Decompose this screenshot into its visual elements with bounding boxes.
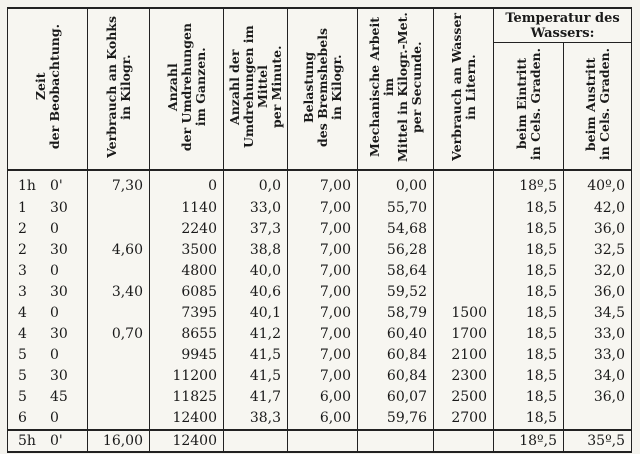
cell-austritt: 32,5: [564, 239, 632, 260]
cell-belastung: 7,00: [288, 302, 358, 323]
cell-austritt: 40º,0: [564, 170, 632, 197]
cell-kohks: [88, 387, 150, 408]
cell-austritt: 34,5: [564, 302, 632, 323]
cell-umdrehungen-minute: 41,5: [224, 366, 288, 387]
table-row: [8, 218, 632, 239]
cell-wasser: [434, 170, 494, 197]
cell-eintritt: 18,5: [494, 302, 564, 323]
cell-belastung: 7,00: [288, 281, 358, 302]
data-table: [7, 7, 632, 453]
cell-austritt: 34,0: [564, 366, 632, 387]
cell-arbeit: 59,52: [358, 281, 434, 302]
cell-austritt: 33,0: [564, 345, 632, 366]
cell-umdrehungen-minute: 41,7: [224, 387, 288, 408]
cell-umdrehungen-ganzen: 3500: [150, 239, 224, 260]
cell-umdrehungen-minute: 40,6: [224, 281, 288, 302]
total-empty-wasser: [434, 430, 494, 452]
cell-belastung: 6,00: [288, 408, 358, 430]
total-ganzen: 12400: [150, 430, 224, 452]
cell-arbeit: 60,40: [358, 323, 434, 344]
cell-zeit: 5 45: [8, 387, 88, 408]
table-row: [8, 239, 632, 260]
cell-arbeit: 54,68: [358, 218, 434, 239]
cell-eintritt: 18,5: [494, 281, 564, 302]
header-umdrehungen-ganzen: Anzahl der Umdrehungen im Ganzen.: [150, 8, 224, 170]
cell-eintritt: 18,5: [494, 260, 564, 281]
cell-wasser: [434, 218, 494, 239]
cell-kohks: [88, 408, 150, 430]
total-kohks: 16,00: [88, 430, 150, 452]
cell-wasser: [434, 239, 494, 260]
cell-belastung: 6,00: [288, 387, 358, 408]
cell-belastung: 7,00: [288, 239, 358, 260]
cell-arbeit: 56,28: [358, 239, 434, 260]
cell-umdrehungen-minute: 0,0: [224, 170, 288, 197]
cell-zeit: 5 30: [8, 366, 88, 387]
cell-umdrehungen-minute: 40,1: [224, 302, 288, 323]
header-eintritt: beim Eintritt in Cels. Graden.: [494, 43, 564, 170]
header-umdrehungen-minute: Anzahl der Umdrehungen im Mittel per Minute.: [224, 8, 288, 170]
cell-eintritt: 18,5: [494, 408, 564, 430]
cell-kohks: [88, 218, 150, 239]
cell-belastung: 7,00: [288, 197, 358, 218]
cell-belastung: 7,00: [288, 260, 358, 281]
header-austritt: beim Austritt in Cels. Graden.: [564, 43, 632, 170]
cell-umdrehungen-ganzen: 1140: [150, 197, 224, 218]
cell-wasser: [434, 260, 494, 281]
cell-austritt: 42,0: [564, 197, 632, 218]
table-row: [8, 366, 632, 387]
cell-belastung: 7,00: [288, 345, 358, 366]
table-body: [8, 170, 632, 430]
cell-zeit: 2 30: [8, 239, 88, 260]
cell-kohks: [88, 260, 150, 281]
cell-arbeit: 59,76: [358, 408, 434, 430]
table-row: [8, 323, 632, 344]
total-eintritt: 18º,5: [494, 430, 564, 452]
cell-umdrehungen-minute: 41,2: [224, 323, 288, 344]
total-zeit: 5h 0': [8, 430, 88, 452]
cell-austritt: 36,0: [564, 387, 632, 408]
cell-kohks: 7,30: [88, 170, 150, 197]
cell-zeit: 3 0: [8, 260, 88, 281]
cell-eintritt: 18,5: [494, 197, 564, 218]
cell-zeit: 1 30: [8, 197, 88, 218]
cell-umdrehungen-ganzen: 11825: [150, 387, 224, 408]
cell-umdrehungen-ganzen: 6085: [150, 281, 224, 302]
cell-eintritt: 18,5: [494, 366, 564, 387]
cell-zeit: 3 30: [8, 281, 88, 302]
cell-wasser: 1700: [434, 323, 494, 344]
header-wasser: Verbrauch an Wasser in Litern.: [434, 8, 494, 170]
cell-austritt: 36,0: [564, 281, 632, 302]
cell-eintritt: 18,5: [494, 218, 564, 239]
table-row: [8, 387, 632, 408]
cell-umdrehungen-minute: 38,3: [224, 408, 288, 430]
total-empty-belastung: [288, 430, 358, 452]
cell-umdrehungen-minute: 37,3: [224, 218, 288, 239]
cell-arbeit: 60,84: [358, 366, 434, 387]
cell-arbeit: 60,84: [358, 345, 434, 366]
cell-kohks: [88, 197, 150, 218]
cell-umdrehungen-ganzen: 9945: [150, 345, 224, 366]
cell-kohks: [88, 366, 150, 387]
cell-umdrehungen-ganzen: 2240: [150, 218, 224, 239]
cell-umdrehungen-ganzen: 4800: [150, 260, 224, 281]
cell-zeit: 5 0: [8, 345, 88, 366]
cell-umdrehungen-minute: 40,0: [224, 260, 288, 281]
cell-kohks: [88, 302, 150, 323]
cell-kohks: 0,70: [88, 323, 150, 344]
cell-umdrehungen-ganzen: 0: [150, 170, 224, 197]
cell-kohks: 4,60: [88, 239, 150, 260]
table-row: [8, 281, 632, 302]
cell-arbeit: 58,64: [358, 260, 434, 281]
total-empty-minute: [224, 430, 288, 452]
cell-umdrehungen-minute: 41,5: [224, 345, 288, 366]
cell-umdrehungen-ganzen: 11200: [150, 366, 224, 387]
cell-belastung: 7,00: [288, 218, 358, 239]
header-belastung: Belastung des Bremshebels in Kilogr.: [288, 8, 358, 170]
cell-kohks: 3,40: [88, 281, 150, 302]
table-row: [8, 170, 632, 197]
cell-kohks: [88, 345, 150, 366]
cell-eintritt: 18º,5: [494, 170, 564, 197]
cell-arbeit: 58,79: [358, 302, 434, 323]
cell-belastung: 7,00: [288, 366, 358, 387]
cell-umdrehungen-minute: 38,8: [224, 239, 288, 260]
cell-arbeit: 60,07: [358, 387, 434, 408]
cell-eintritt: 18,5: [494, 239, 564, 260]
cell-zeit: 6 0: [8, 408, 88, 430]
cell-wasser: 2300: [434, 366, 494, 387]
cell-umdrehungen-ganzen: 7395: [150, 302, 224, 323]
cell-zeit: 4 0: [8, 302, 88, 323]
cell-wasser: 2500: [434, 387, 494, 408]
cell-wasser: 2100: [434, 345, 494, 366]
cell-austritt: 36,0: [564, 218, 632, 239]
total-row: [8, 430, 632, 452]
cell-belastung: 7,00: [288, 323, 358, 344]
table-row: [8, 197, 632, 218]
table-row: [8, 260, 632, 281]
cell-umdrehungen-ganzen: 8655: [150, 323, 224, 344]
table-row: [8, 302, 632, 323]
table-row: [8, 408, 632, 430]
cell-austritt: 32,0: [564, 260, 632, 281]
table-row: [8, 345, 632, 366]
cell-eintritt: 18,5: [494, 323, 564, 344]
cell-austritt: [564, 408, 632, 430]
header-zeit: Zeit der Beobachtung.: [8, 8, 88, 170]
cell-eintritt: 18,5: [494, 345, 564, 366]
header-temperatur: Temperatur des Wassers:: [494, 8, 632, 43]
cell-wasser: 2700: [434, 408, 494, 430]
header-kohks: Verbrauch an Kohks in Kilogr.: [88, 8, 150, 170]
cell-umdrehungen-minute: 33,0: [224, 197, 288, 218]
cell-austritt: 33,0: [564, 323, 632, 344]
total-empty-arbeit: [358, 430, 434, 452]
cell-zeit: 1h 0': [8, 170, 88, 197]
cell-arbeit: 55,70: [358, 197, 434, 218]
cell-wasser: [434, 281, 494, 302]
cell-eintritt: 18,5: [494, 387, 564, 408]
cell-umdrehungen-ganzen: 12400: [150, 408, 224, 430]
cell-wasser: 1500: [434, 302, 494, 323]
cell-zeit: 4 30: [8, 323, 88, 344]
header-arbeit: Mechanische Arbeit im Mittel in Kilogr.-Met. per Secunde.: [358, 8, 434, 170]
cell-belastung: 7,00: [288, 170, 358, 197]
cell-arbeit: 0,00: [358, 170, 434, 197]
cell-zeit: 2 0: [8, 218, 88, 239]
total-austritt: 35º,5: [564, 430, 632, 452]
cell-wasser: [434, 197, 494, 218]
